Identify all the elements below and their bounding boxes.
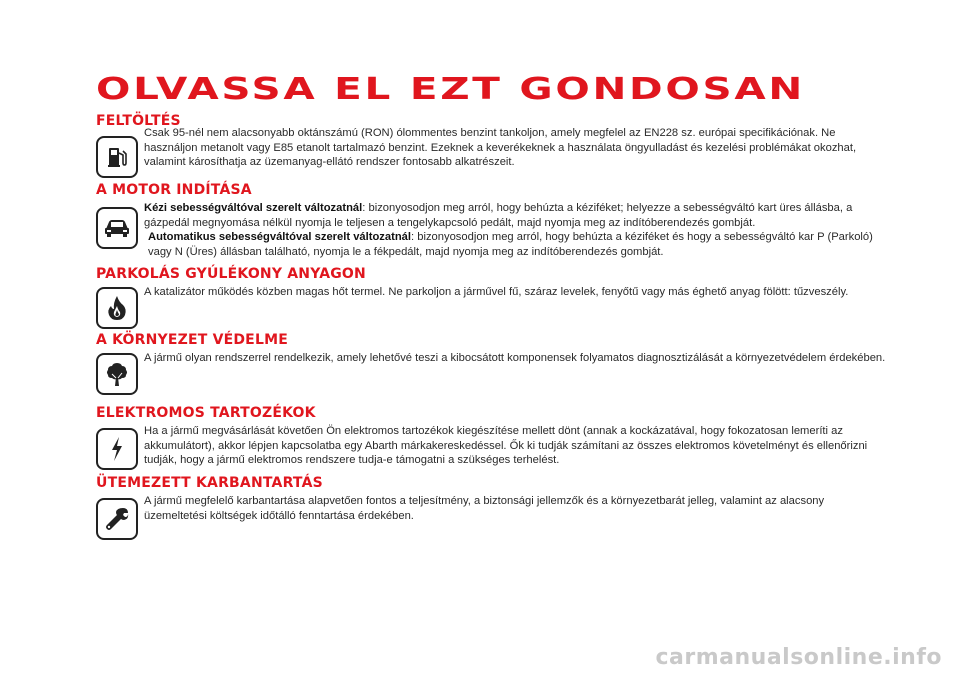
section-environment bbox=[96, 331, 886, 366]
fuel-pump-icon bbox=[96, 136, 138, 178]
paragraph: A katalizátor működés közben magas hőt termel. Ne parkoljon a járművel fű, száraz levelek, fenyőtű vagy más éghető anyag fölött: tűzveszély. bbox=[144, 286, 849, 298]
section-text bbox=[144, 201, 886, 259]
section-title: A KÖRNYEZET VÉDELME bbox=[96, 332, 288, 348]
page-title: OLVASSA EL EZT GONDOSAN bbox=[96, 72, 806, 107]
section-text bbox=[144, 494, 886, 523]
auto-text: : bizonyosodjon meg arról, hogy behúzta a kéziféket és hogy a sebességváltó kar P (Parkoló) vagy N (Üres) állásban található, nyomja le a fékpedált, majd nyomja meg az indítóberendezés gombját. bbox=[148, 231, 873, 258]
paragraph: A jármű olyan rendszerrel rendelkezik, amely lehetővé teszi a kibocsátott komponensek folyamatos diagnosztizálását a környezetvédelem érdekében. bbox=[144, 352, 886, 364]
paragraph: Csak 95-nél nem alacsonyabb oktánszámú (RON) ólommentes benzint tankoljon, amely megfelel az EN228 sz. európai specifikációnak. Ne használjon metanolt vagy E85 etanolt tartalmazó benzint. Ezeknek a keverékeknek a használata öngyulladást és kezelési problémákat okozhat, valamint károsíthatja az üzemanyag-ellátó rendszer fontosabb alkatrészeit. bbox=[144, 127, 857, 168]
lightning-icon bbox=[96, 428, 138, 470]
section-text bbox=[144, 351, 886, 366]
paragraph: A jármű megfelelő karbantartása alapvetően fontos a teljesítmény, a biztonsági jellemzők és a környezetbarát jelleg, valamint az alacsony üzemeltetési költségek időtálló fenntartása érdekében. bbox=[144, 495, 825, 522]
section-title: PARKOLÁS GYÚLÉKONY ANYAGON bbox=[96, 266, 366, 282]
section-electrical bbox=[96, 404, 886, 468]
manual-text: : bizonyosodjon meg arról, hogy behúzta a kéziféket; helyezze a sebességváltó kart üres állásba, a gázpedál megnyomása nélkül nyomja le teljesen a tengelykapcsoló pedált, majd nyomja meg az indítóberendezés gombját. bbox=[144, 202, 853, 229]
section-text bbox=[144, 126, 886, 170]
wrench-icon bbox=[96, 498, 138, 540]
section-title: ELEKTROMOS TARTOZÉKOK bbox=[96, 405, 316, 421]
section-title: A MOTOR INDÍTÁSA bbox=[96, 182, 252, 198]
section-maintenance bbox=[96, 474, 886, 523]
paragraph: Ha a jármű megvásárlását követően Ön elektromos tartozékok kiegészítése mellett dönt (annak a kockázatával, hogy fokozatosan lemeríti az akkumulátort), akkor lépjen kapcsolatba egy Abarth márkakereskedéssel. Ők ki tudják számítani az összes elektromos követelményt és ellenőrizni tudják, hogy a jármű elektromos rendszere tudja-e támogatni a szükséges terhelést. bbox=[144, 425, 868, 466]
section-text bbox=[144, 285, 886, 300]
flame-icon bbox=[96, 287, 138, 329]
section-engine-start bbox=[96, 181, 886, 259]
section-title: FELTÖLTÉS bbox=[96, 113, 181, 129]
watermark: carmanualsonline.info bbox=[655, 645, 942, 670]
auto-paragraph bbox=[144, 230, 886, 259]
section-refueling bbox=[96, 112, 886, 170]
section-parking bbox=[96, 265, 886, 300]
section-title: ÜTEMEZETT KARBANTARTÁS bbox=[96, 475, 323, 491]
manual-paragraph bbox=[144, 201, 886, 230]
auto-bold: Automatikus sebességváltóval szerelt változatnál bbox=[148, 231, 412, 243]
section-text bbox=[144, 424, 886, 468]
tree-icon bbox=[96, 353, 138, 395]
manual-bold: Kézi sebességváltóval szerelt változatnál bbox=[144, 202, 363, 214]
car-icon bbox=[96, 207, 138, 249]
